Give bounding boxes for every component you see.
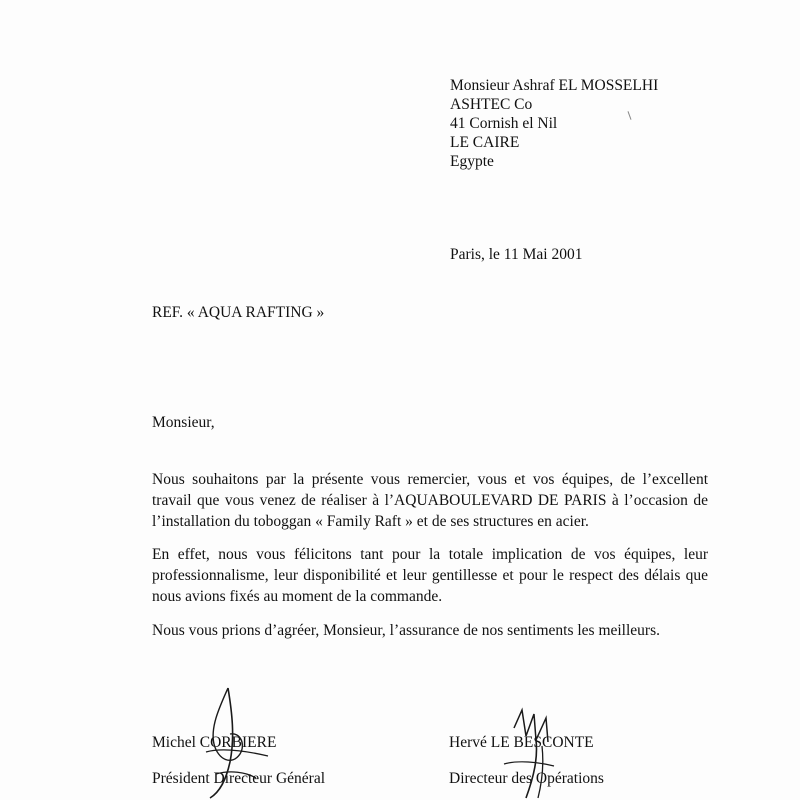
body-paragraph-2-text: En effet, nous vous félicitons tant pour la totale implication de vos équipes, leur professionnalisme, leur disponibilité et leur gentillesse et pour le respect des délais que nous avions fixés au moment de la commande. — [152, 546, 708, 605]
reference-line: REF. « AQUA RAFTING » — [152, 304, 325, 321]
signatory-1-title: Président Directeur Général — [152, 770, 326, 787]
recipient-name: Monsieur Ashraf EL MOSSELHI — [450, 77, 659, 94]
signatory-2-name: Hervé LE BESCONTE — [449, 734, 594, 751]
body-paragraph-1 — [152, 469, 708, 532]
body-paragraph-2 — [152, 544, 708, 607]
recipient-company: ASHTEC Co — [450, 96, 533, 113]
salutation: Monsieur, — [152, 414, 215, 431]
recipient-street: 41 Cornish el Nil — [450, 115, 558, 132]
scan-mark — [627, 111, 631, 120]
recipient-city: LE CAIRE — [450, 134, 520, 151]
recipient-country: Egypte — [450, 153, 494, 170]
signatory-2-title: Directeur des Opérations — [449, 770, 604, 787]
signatory-1-name: Michel CORBIERE — [152, 734, 277, 751]
body-paragraph-3 — [152, 620, 708, 641]
body-paragraph-1-text: Nous souhaitons par la présente vous remercier, vous et vos équipes, de l’excellent travail que vous venez de réaliser à l’AQUABOULEVARD DE PARIS à l’occasion de l’installation du toboggan « Family Raft » et de ses structures en acier. — [152, 471, 708, 530]
place-date: Paris, le 11 Mai 2001 — [450, 246, 583, 263]
body-paragraph-3-text: Nous vous prions d’agréer, Monsieur, l’assurance de nos sentiments les meilleurs. — [152, 622, 660, 639]
